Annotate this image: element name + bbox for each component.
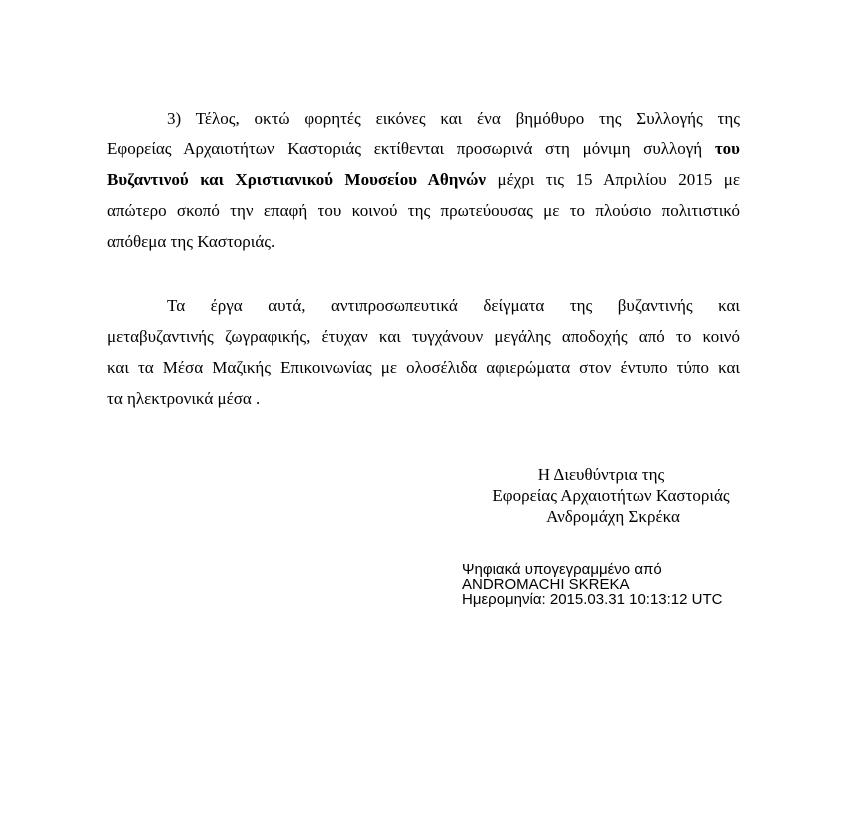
digital-signature-date: Ημερομηνία: 2015.03.31 10:13:12 UTC (462, 591, 723, 608)
digital-signature-name: ANDROMACHI SKREKA (462, 576, 630, 593)
paragraph-1-line-1: 3) Τέλος, οκτώ φορητές εικόνες και ένα βημόθυρο της Συλλογής της (167, 109, 740, 128)
paragraph-1-line-2 (107, 139, 740, 159)
paragraph-1-line-4: απώτερο σκοπό την επαφή του κοινού της πρωτεύουσας με το πλούσιο πολιτιστικό (107, 201, 740, 220)
paragraph-1-line-3-text: μέχρι τις 15 Απριλίου 2015 με (486, 170, 740, 189)
museum-name-bold: Βυζαντινού και Χριστιανικού Μουσείου Αθηνών (107, 170, 487, 189)
paragraph-2-line-3: και τα Μέσα Μαζικής Επικοινωνίας με ολοσέλιδα αφιερώματα στον έντυπο τύπο και (107, 358, 740, 377)
paragraph-2-line-2: μεταβυζαντινής ζωγραφικής, έτυχαν και τυγχάνουν μεγάλης αποδοχής από το κοινό (107, 327, 740, 346)
paragraph-2-line-4: τα ηλεκτρονικά μέσα . (107, 389, 261, 408)
paragraph-1-line-5: απόθεμα της Καστοριάς. (107, 232, 276, 251)
signature-office: Εφορείας Αρχαιοτήτων Καστοριάς (492, 486, 730, 505)
museum-name-bold-start: του (714, 139, 740, 158)
paragraph-1-line-2-text: Εφορείας Αρχαιοτήτων Καστοριάς εκτίθενται προσωρινά στη μόνιμη συλλογή (107, 139, 715, 158)
paragraph-1-line-3-final (107, 170, 740, 190)
paragraph-2-line-1: Τα έργα αυτά, αντιπροσωπευτικά δείγματα της βυζαντινής και (167, 296, 740, 315)
signature-title: Η Διευθύντρια της (537, 465, 665, 484)
digital-signature-line-1: Ψηφιακά υπογεγραμμένο από (462, 561, 662, 578)
signature-name: Ανδρομάχη Σκρέκα (546, 507, 680, 526)
